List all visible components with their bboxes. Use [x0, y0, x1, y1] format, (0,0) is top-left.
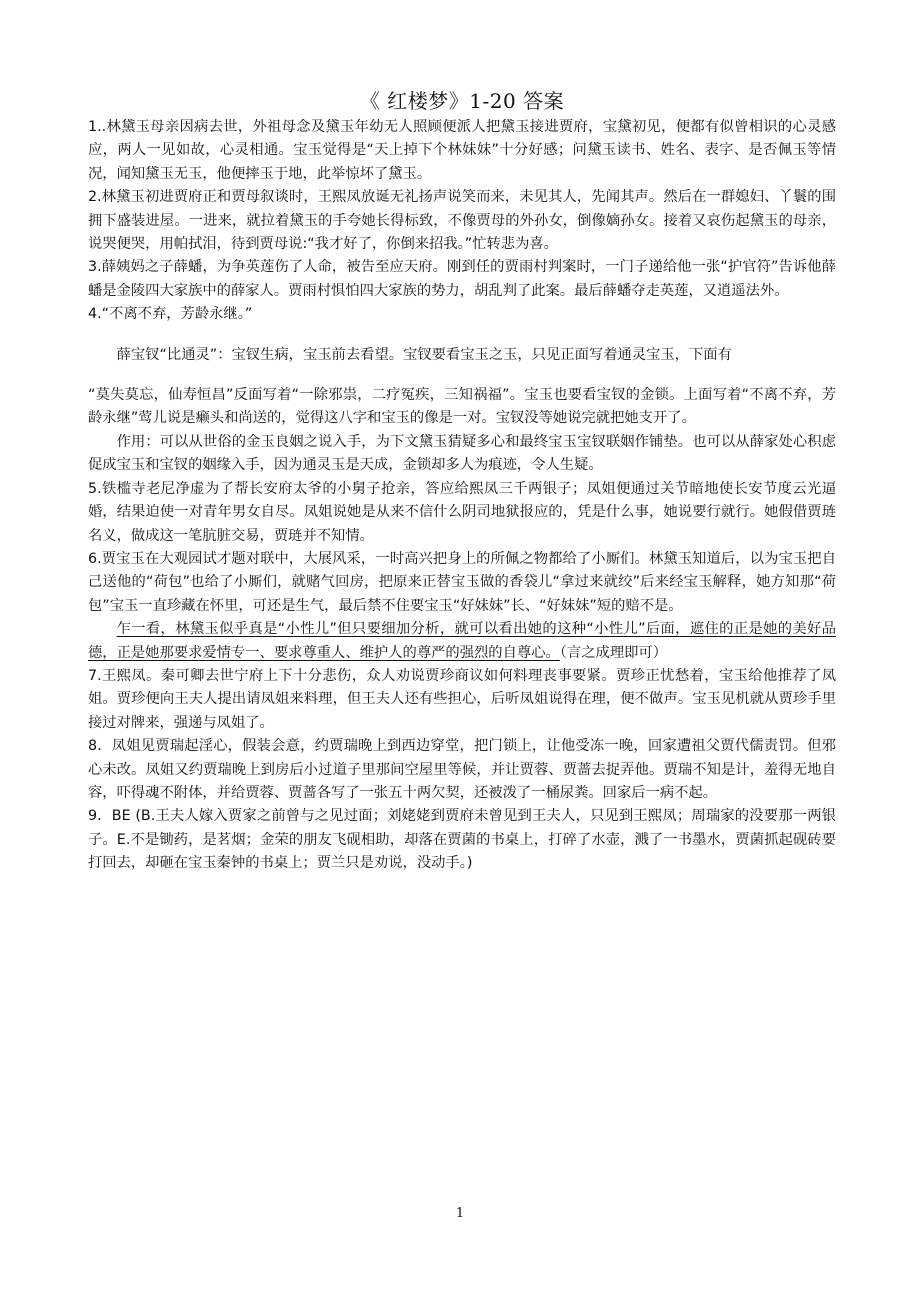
- underlined-analysis: 乍一看，林黛玉似乎真是“小性儿”但只要细加分析，就可以看出她的这种“小性儿”后面，遮住的正是她的美好品德，正是她那要求爱情专一、要求尊重人、维护人的尊严的强烈的自尊心。: [88, 621, 836, 661]
- document-title: 《 红楼梦》1-20 答案: [359, 89, 565, 113]
- answer-1: 1..林黛玉母亲因病去世，外祖母念及黛玉年幼无人照顾便派人把黛玉接进贾府，宝黛初见，便都有似曾相识的心灵感应，两人一见如故，心灵相通。宝玉觉得是“天上掉下个林妹妹”十分好感；问黛玉读书、姓名、表字、是否佩玉等情况，闻知黛玉无玉，他便摔玉于地，此举惊坏了黛玉。: [88, 119, 836, 182]
- answer-4-detail: 薛宝钗“比通灵”：宝钗生病，宝玉前去看望。宝钗要看宝玉之玉，只见正面写着通灵宝玉，下面有: [116, 346, 732, 363]
- answer-7: 7.王熙凤。秦可卿去世宁府上下十分悲伤，众人劝说贾珍商议如何料理丧事要紧。贾珍正忧愁着，宝玉给他推荐了凤姐。贾珍便向王夫人提出请凤姐来料理，但王夫人还有些担心，后听凤姐说得在理，便不做声。宝玉见机就从贾珍手里接过对牌来，强递与凤姐了。: [88, 667, 836, 731]
- answer-6: 6.贾宝玉在大观园试才题对联中，大展风采，一时高兴把身上的所佩之物都给了小厮们。林黛玉知道后，以为宝玉把自己送他的“荷包”也给了小厮们，就赌气回房，把原来正替宝玉做的香袋儿“拿过来就绞”后来经宝玉解释，她方知那“荷包”宝玉一直珍藏在怀里，可还是生气，最后禁不住要宝玉“好妹妹”长、“好妹妹”短的赔不是。: [88, 550, 836, 614]
- document-page: [88, 86, 836, 876]
- answer-2: 2.林黛玉初进贾府正和贾母叙谈时，王熙凤放诞无礼扬声说笑而来，未见其人，先闻其声。然后在一群媳妇、丫鬟的围拥下盛装进屋。一进来，就拉着黛玉的手夸她长得标致，不像贾母的外孙女，倒像嫡孙女。接着又哀伤起黛玉的母亲，说哭便哭，用帕拭泪，待到贾母说:“我才好了，你倒来招我。”忙转悲为喜。: [88, 189, 836, 253]
- answer-9: 9．BE (B.王夫人嫁入贾家之前曾与之见过面；刘姥姥到贾府未曾见到王夫人，只见到王熙凤；周瑞家的没要那一两银子。E.不是锄药，是茗烟；金荣的朋友飞砚相助，却落在贾菌的书桌上，打碎了水壶，溅了一书墨水，贾菌抓起砚砖要打回去，却砸在宝玉秦钟的书桌上；贾兰只是劝说，没动手。): [88, 808, 836, 872]
- answer-6-note: （言之成理即可）: [559, 644, 668, 661]
- answer-6-analysis: [88, 618, 836, 665]
- page-number: 1: [455, 1206, 465, 1221]
- answer-4-inscription: “莫失莫忘，仙寿恒昌”反面写着“一除邪祟，二疗冤疾，三知祸福”。宝玉也要看宝钗的金锁。上面写着“不离不弃，芳龄永继”莺儿说是癞头和尚送的，觉得这八字和宝玉的像是一对。宝钗没等她说完就把她支开了。: [88, 387, 836, 427]
- answer-5: 5.铁槛寺老尼净虚为了帮长安府太爷的小舅子抢亲，答应给熙凤三千两银子；凤姐便通过关节暗地使长安节度云光逼婚，结果迫使一对青年男女自尽。凤姐说她是从来不信什么阴司地狱报应的，凭是什么事，她说要行就行。她假借贾琏名义，做成这一笔肮脏交易，贾琏并不知情。: [88, 480, 836, 544]
- answer-4-effect: 作用：可以从世俗的金玉良姻之说入手，为下文黛玉猜疑多心和最终宝玉宝钗联姻作铺垫。也可以从薛家处心积虑促成宝玉和宝钗的姻缘入手，因为通灵玉是天成，金锁却多人为痕迹，令人生疑。: [88, 433, 836, 474]
- answer-3: 3.薛姨妈之子薛蟠，为争英莲伤了人命，被告至应天府。刚到任的贾雨村判案时，一门子递给他一张“护官符”告诉他薛蟠是金陵四大家族中的薛家人。贾雨村惧怕四大家族的势力，胡乱判了此案。最后薛蟠夺走英莲，又逍遥法外。: [88, 259, 836, 299]
- answer-4: 4.“不离不弃，芳龄永继。”: [88, 306, 253, 323]
- answer-8: 8．凤姐见贾瑞起淫心，假装会意，约贾瑞晚上到西边穿堂，把门锁上，让他受冻一晚，回家遭祖父贾代儒责罚。但邪心未改。凤姐又约贾瑞晚上到房后小过道子里那间空屋里等候，并让贾蓉、贾蔷去捉弄他。贾瑞不知是计，羞得无地自容，吓得魂不附体，并给贾蓉、贾蔷各写了一张五十两欠契，还被泼了一桶尿粪。回家后一病不起。: [88, 738, 836, 801]
